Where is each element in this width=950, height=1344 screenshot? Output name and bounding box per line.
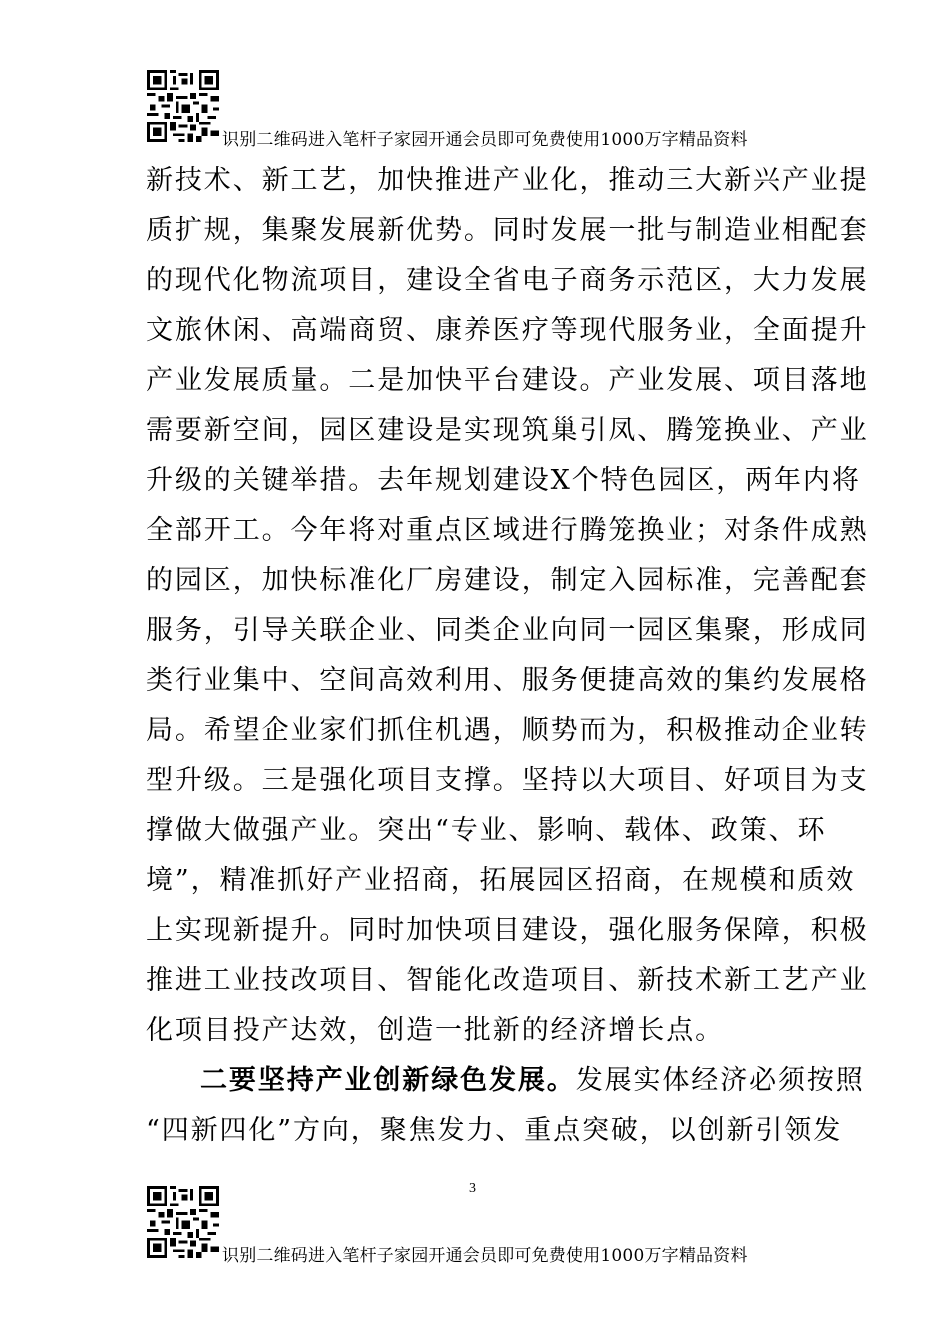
paragraph-heading: 二要坚持产业创新绿色发展。 <box>200 1065 576 1096</box>
text-line: 服务，引导关联企业、同类企业向同一园区集聚，形成同 <box>146 615 869 646</box>
qr-code-icon <box>147 1186 219 1258</box>
qr-code-icon <box>147 70 219 142</box>
text-line: 的园区，加快标准化厂房建设，制定入园标准，完善配套 <box>146 565 869 596</box>
text-line: 需要新空间，园区建设是实现筑巢引凤、腾笼换业、产业 <box>146 415 869 446</box>
text-line: 文旅休闲、高端商贸、康养医疗等现代服务业，全面提升 <box>146 315 869 346</box>
text-line: 产业发展质量。二是加快平台建设。产业发展、项目落地 <box>146 365 869 396</box>
text-line: 类行业集中、空间高效利用、服务便捷高效的集约发展格 <box>146 665 869 696</box>
page-number: 3 <box>469 1181 476 1196</box>
text-line: 境”，精准抓好产业招商，拓展园区招商，在规模和质效 <box>146 865 856 896</box>
text-line: 质扩规，集聚发展新优势。同时发展一批与制造业相配套 <box>146 215 869 246</box>
text-line: 推进工业技改项目、智能化改造项目、新技术新工艺产业 <box>146 965 869 996</box>
footer-banner: 识别二维码进入笔杆子家园开通会员即可免费使用1000万字精品资料 <box>222 1246 748 1266</box>
text-line: 化项目投产达效，创造一批新的经济增长点。 <box>146 1015 724 1046</box>
text-span: 发展实体经济必须按照 <box>575 1065 865 1096</box>
text-line: 全部开工。今年将对重点区域进行腾笼换业；对条件成熟 <box>146 515 869 546</box>
text-line: 的现代化物流项目，建设全省电子商务示范区，大力发展 <box>146 265 869 296</box>
header-banner: 识别二维码进入笔杆子家园开通会员即可免费使用1000万字精品资料 <box>222 130 748 150</box>
document-body <box>146 156 869 1156</box>
text-line: 型升级。三是强化项目支撑。坚持以大项目、好项目为支 <box>146 765 869 796</box>
text-line: 上实现新提升。同时加快项目建设，强化服务保障，积极 <box>146 915 869 946</box>
text-line: 升级的关键举措。去年规划建设X个特色园区，两年内将 <box>146 465 861 496</box>
text-line: 新技术、新工艺，加快推进产业化，推动三大新兴产业提 <box>146 165 869 196</box>
paragraph-heading-line <box>146 1056 865 1106</box>
text-line: “四新四化”方向，聚焦发力、重点突破，以创新引领发 <box>146 1115 843 1146</box>
text-line: 局。希望企业家们抓住机遇，顺势而为，积极推动企业转 <box>146 715 869 746</box>
text-line: 撑做大做强产业。突出“专业、影响、载体、政策、环 <box>146 815 827 846</box>
